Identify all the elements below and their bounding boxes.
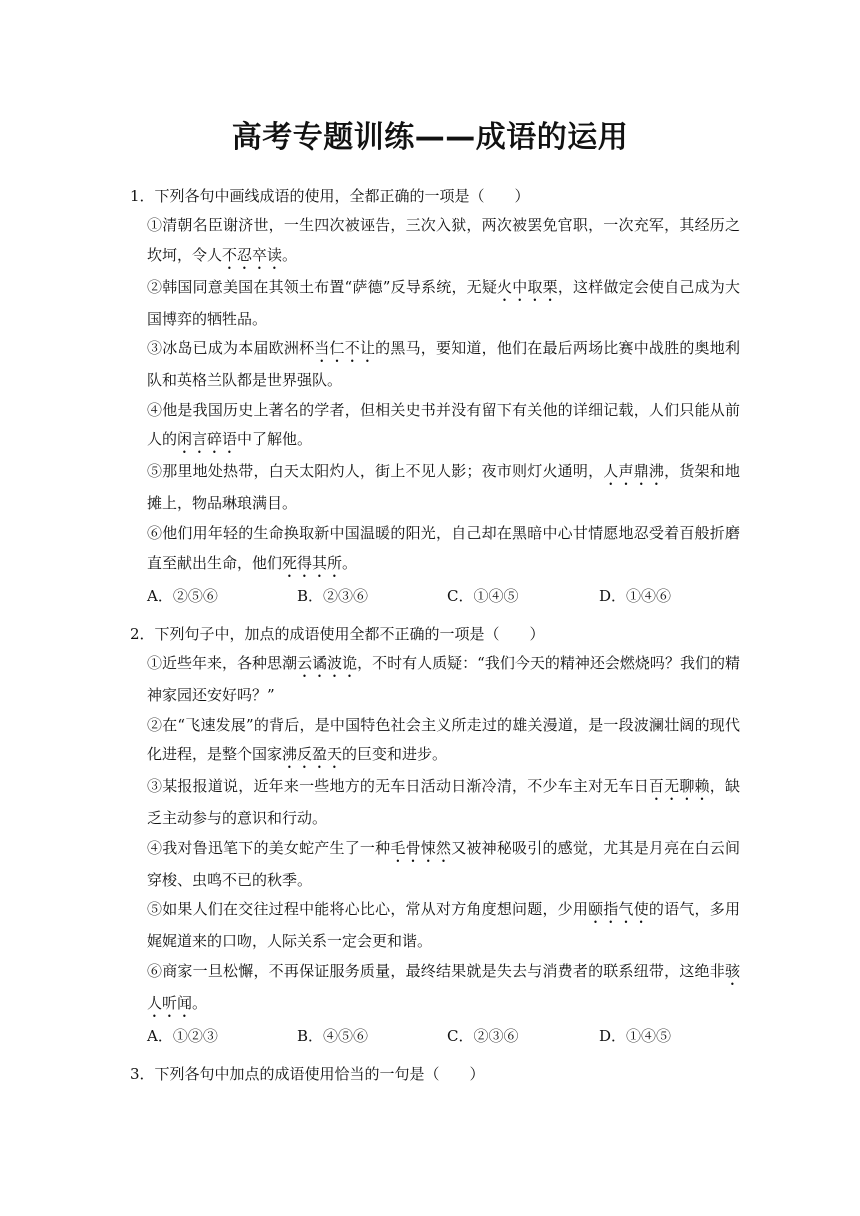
- statement-item: [147, 711, 740, 773]
- statement-text: ，这样做定会使自己成为大国博弈的牺牲品。: [147, 277, 740, 328]
- statement-text: ④我对鲁迅笔下的美女蛇产生了一种: [147, 838, 391, 857]
- dotted-idiom: 当仁不让: [314, 339, 376, 358]
- dotted-idiom: 百无聊赖: [648, 777, 710, 796]
- statement-text: 。: [282, 245, 298, 264]
- answer-choice-c[interactable]: C．②③⑥: [447, 1026, 519, 1045]
- statement-text: ①清朝名臣谢济世，一生四次被诬告，三次入狱，两次被罢免官职，一次充军，其经历之坎坷，令人: [147, 216, 740, 264]
- statement-text: ②在“飞速发展”的背后，是中国特色社会主义所走过的雄关漫道，是一段波澜壮阔的现代化进程，是整个国家: [147, 715, 740, 764]
- dotted-idiom: 颐指气使: [588, 900, 649, 919]
- statement-text: ③冰岛已成为本届欧洲杯: [147, 339, 315, 358]
- statement-item: [147, 772, 740, 834]
- statement-text: ，不时有人质疑：“我们今天的精神还会燃烧吗？我们的精神家园还安好吗？”: [147, 654, 740, 704]
- statement-text: 中了解他。: [237, 430, 313, 449]
- statement-text: ③某报报道说，近年来一些地方的无车日活动日渐冷清，不少车主对无车日: [147, 777, 649, 796]
- statement-item: [147, 334, 740, 396]
- answer-choice-b[interactable]: B．②③⑥: [297, 586, 369, 605]
- statement-text: 。: [342, 553, 358, 572]
- statement-text: ⑥他们用年轻的生命换取新中国温暖的阳光，自己却在黑暗中心甘情愿地忍受着百般折磨直至献出生命，他们: [147, 523, 740, 572]
- statement-item: [147, 396, 740, 458]
- answer-choice-a[interactable]: A．①②③: [147, 1026, 218, 1045]
- question-stem: 2．下列句子中，加点的成语使用全都不正确的一项是（ ）: [130, 625, 545, 643]
- statement-text: ①近些年来，各种思潮: [147, 654, 298, 672]
- answer-choices: [147, 581, 740, 611]
- statement-text: ④他是我国历史上著名的学者，但相关史书并没有留下有关他的详细记载，人们只能从前人的: [147, 400, 740, 449]
- question-2: [130, 620, 740, 1051]
- answer-choice-d[interactable]: D．①④⑤: [599, 1026, 672, 1045]
- statement-item: [147, 895, 740, 957]
- dotted-idiom: 不忍卒读: [222, 245, 283, 264]
- statement-text: ⑤那里地处热带，白天太阳灼人，街上不见人影；夜市则灯火通明，: [147, 462, 604, 481]
- statement-text: 的黑马，要知道，他们在最后两场比赛中战胜的奥地利队和英格兰队都是世界强队。: [147, 339, 740, 390]
- dotted-idiom: 死得其所: [282, 553, 343, 572]
- dotted-idiom: 骇人听闻: [147, 961, 740, 1012]
- statement-item: [147, 457, 740, 519]
- answer-choice-d[interactable]: D．①④⑥: [599, 586, 672, 605]
- question-3: [130, 1060, 740, 1089]
- dotted-idiom: 闲言碎语: [177, 430, 238, 449]
- statement-text: ②韩国同意美国在其领土布置“萨德”反导系统，无疑: [147, 277, 498, 296]
- answer-choice-c[interactable]: C．①④⑤: [447, 586, 519, 605]
- statement-text: ⑤如果人们在交往过程中能将心比心，常从对方角度想问题，少用: [147, 900, 589, 919]
- answer-choice-b[interactable]: B．④⑤⑥: [297, 1026, 369, 1045]
- statement-item: [147, 273, 740, 335]
- statement-item: [147, 649, 740, 711]
- statement-item: [147, 957, 740, 1021]
- statement-text: ，货架和地摊上，物品琳琅满目。: [147, 462, 740, 513]
- dotted-idiom: 云谲波诡: [297, 654, 358, 672]
- dotted-idiom: 沸反盈天: [282, 745, 343, 764]
- answer-choice-a[interactable]: A．②⑤⑥: [147, 586, 218, 605]
- statement-text: ⑥商家一旦松懈，不再保证服务质量，最终结果就是失去与消费者的联系纽带，这绝非: [147, 961, 725, 980]
- answer-choices: [147, 1021, 740, 1051]
- statement-item: [147, 211, 740, 273]
- dotted-idiom: 人声鼎沸: [603, 462, 665, 481]
- page-title: 高考专题训练——成语的运用: [231, 120, 629, 155]
- statement-text: ，缺乏主动参与的意识和行动。: [147, 777, 740, 828]
- dotted-idiom: 毛骨悚然: [390, 838, 452, 857]
- statement-text: 又被神秘吸引的感觉，尤其是月亮在白云间穿梭、虫鸣不已的秋季。: [147, 838, 740, 889]
- statement-item: [147, 834, 740, 896]
- statement-text: 的语气，多用娓娓道来的口吻，人际关系一定会更和谐。: [147, 900, 740, 951]
- statement-item: [147, 519, 740, 581]
- dotted-idiom: 火中取栗: [497, 277, 558, 296]
- statement-text: 。: [192, 993, 208, 1012]
- statement-text: 的巨变和进步。: [342, 745, 448, 764]
- question-1: [130, 182, 740, 611]
- question-stem: 1．下列各句中画线成语的使用，全都正确的一项是（ ）: [130, 187, 530, 205]
- question-stem: 3．下列各句中加点的成语使用恰当的一句是（ ）: [130, 1065, 485, 1083]
